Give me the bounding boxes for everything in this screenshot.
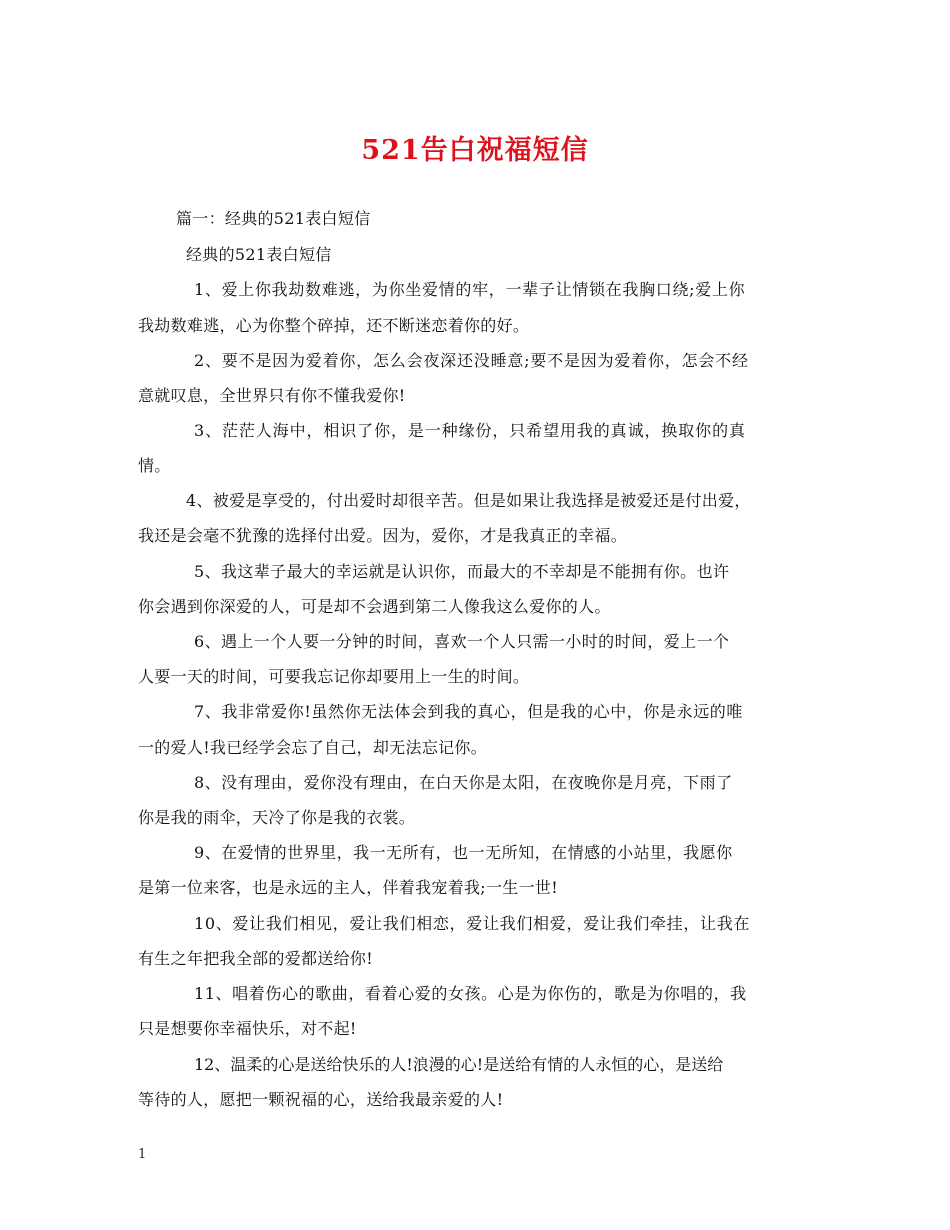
paragraph-9-line-1: 9、在爱情的世界里，我一无所有，也一无所知，在情感的小站里，我愿你	[194, 843, 733, 862]
paragraph-9-line-2: 是第一位来客，也是永远的主人，伴着我宠着我;一生一世!	[138, 878, 558, 897]
paragraph-5-line-2: 你会遇到你深爱的人，可是却不会遇到第二人像我这么爱你的人。	[138, 597, 611, 616]
paragraph-6-line-2: 人要一天的时间，可要我忘记你却要用上一生的时间。	[138, 667, 530, 686]
paragraph-1-line-2: 我劫数难逃，心为你整个碎掉，还不断迷恋着你的好。	[138, 316, 530, 335]
page-number: 1	[138, 1147, 147, 1162]
document-title: 521告白祝福短信	[361, 135, 589, 166]
paragraph-7-line-1: 7、我非常爱你!虽然你无法体会到我的真心，但是我的心中，你是永远的唯	[194, 702, 744, 721]
paragraph-10-line-2: 有生之年把我全部的爱都送给你!	[138, 949, 373, 968]
paragraph-3-line-2: 情。	[138, 456, 171, 475]
paragraph-6-line-1: 6、遇上一个人要一分钟的时间，喜欢一个人只需一小时的时间，爱上一个	[194, 632, 730, 651]
sub-heading: 经典的521表白短信	[186, 245, 332, 264]
section-heading: 篇一：经典的521表白短信	[176, 209, 371, 228]
paragraph-1-line-1: 1、爱上你我劫数难逃，为你坐爱情的牢，一辈子让情锁在我胸口绕;爱上你	[194, 280, 746, 299]
paragraph-3-line-1: 3、茫茫人海中，相识了你，是一种缘份，只希望用我的真诚，换取你的真	[194, 421, 746, 440]
paragraph-5-line-1: 5、我这辈子最大的幸运就是认识你，而最大的不幸却是不能拥有你。也许	[194, 562, 730, 581]
paragraph-8-line-1: 8、没有理由，爱你没有理由，在白天你是太阳，在夜晚你是月亮，下雨了	[194, 773, 733, 792]
paragraph-4-line-1: 4、被爱是享受的，付出爱时却很辛苦。但是如果让我选择是被爱还是付出爱，	[186, 491, 751, 510]
paragraph-2-line-2: 意就叹息，全世界只有你不懂我爱你!	[138, 386, 406, 405]
paragraph-11-line-1: 11、唱着伤心的歌曲，看着心爱的女孩。心是为你伤的，歌是为你唱的，我	[194, 984, 747, 1003]
paragraph-7-line-2: 一的爱人!我已经学会忘了自己，却无法忘记你。	[138, 738, 488, 757]
paragraph-4-line-2: 我还是会毫不犹豫的选择付出爱。因为，爱你，才是我真正的幸福。	[138, 526, 628, 545]
paragraph-12-line-1: 12、温柔的心是送给快乐的人!浪漫的心!是送给有情的人永恒的心，是送给	[194, 1055, 724, 1074]
paragraph-11-line-2: 只是想要你幸福快乐，对不起!	[138, 1019, 357, 1038]
paragraph-8-line-2: 你是我的雨伞，天冷了你是我的衣裳。	[138, 808, 416, 827]
paragraph-12-line-2: 等待的人，愿把一颗祝福的心，送给我最亲爱的人!	[138, 1090, 504, 1109]
paragraph-10-line-1: 10、爱让我们相见，爱让我们相恋，爱让我们相爱，爱让我们牵挂，让我在	[194, 914, 751, 933]
paragraph-2-line-1: 2、要不是因为爱着你，怎么会夜深还没睡意;要不是因为爱着你，怎会不经	[194, 351, 749, 370]
